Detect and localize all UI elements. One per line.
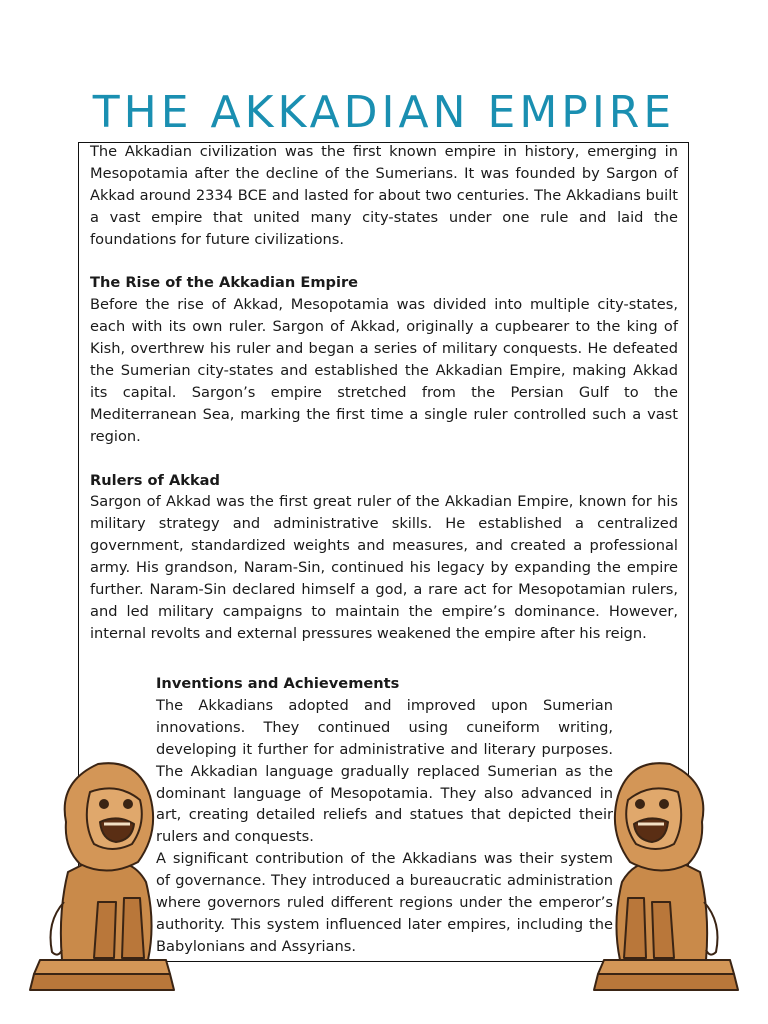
- lion-statue-left-icon: [28, 752, 176, 1002]
- section-body-rulers: Sargon of Akkad was the first great ruler of the Akkadian Empire, known for his military strategy and administrative skills. He established a centralized government, standardized weights and measures, and created a professional army. His grandson, Naram-Sin, continued his legacy by expanding the empire further. Naram-Sin declared himself a god, a rare act for Mesopotamian rulers, and led military campaigns to maintain the empire’s dominance. However, internal revolts and external pressures weakened the empire after his reign.: [90, 493, 678, 642]
- intro-paragraph: The Akkadian civilization was the first known empire in history, emerging in Mesopotamia after the decline of the Sumerians. It was founded by Sargon of Akkad around 2334 BCE and lasted for about two centuries. The Akkadians built a vast empire that united many city-states under one rule and laid the foundations for future civilizations.: [90, 143, 678, 248]
- section-body-rise: Before the rise of Akkad, Mesopotamia was divided into multiple city-states, each with its own ruler. Sargon of Akkad, originally a cupbearer to the king of Kish, overthrew his ruler and began a series of military conquests. He defeated the Sumerian city-states and established the Akkadian Empire, making Akkad its capital. Sargon’s empire stretched from the Persian Gulf to the Mediterranean Sea, marking the first time a single ruler controlled such a vast region.: [90, 296, 678, 445]
- main-text: [90, 141, 678, 645]
- section-heading-rulers: Rulers of Akkad: [90, 471, 220, 489]
- inventions-text: [156, 673, 613, 958]
- section-heading-rise: The Rise of the Akkadian Empire: [90, 274, 359, 292]
- section-heading-inventions: Inventions and Achievements: [156, 675, 400, 692]
- page-title: THE AKKADIAN EMPIRE: [92, 87, 676, 139]
- lion-statue-right-icon: [592, 752, 740, 1002]
- section-body-governance: A significant contribution of the Akkadians was their system of governance. They introduced a bureaucratic administration where governors ruled different regions under the emperor’s authority. This system influenced later empires, including the Babylonians and Assyrians.: [156, 850, 613, 955]
- section-body-inventions: The Akkadians adopted and improved upon Sumerian innovations. They continued using cuneiform writing, developing it further for administrative and literary purposes. The Akkadian language gradually replaced Sumerian as the dominant language of Mesopotamia. They also advanced in art, creating detailed reliefs and statues that depicted their rulers and conquests.: [156, 696, 613, 846]
